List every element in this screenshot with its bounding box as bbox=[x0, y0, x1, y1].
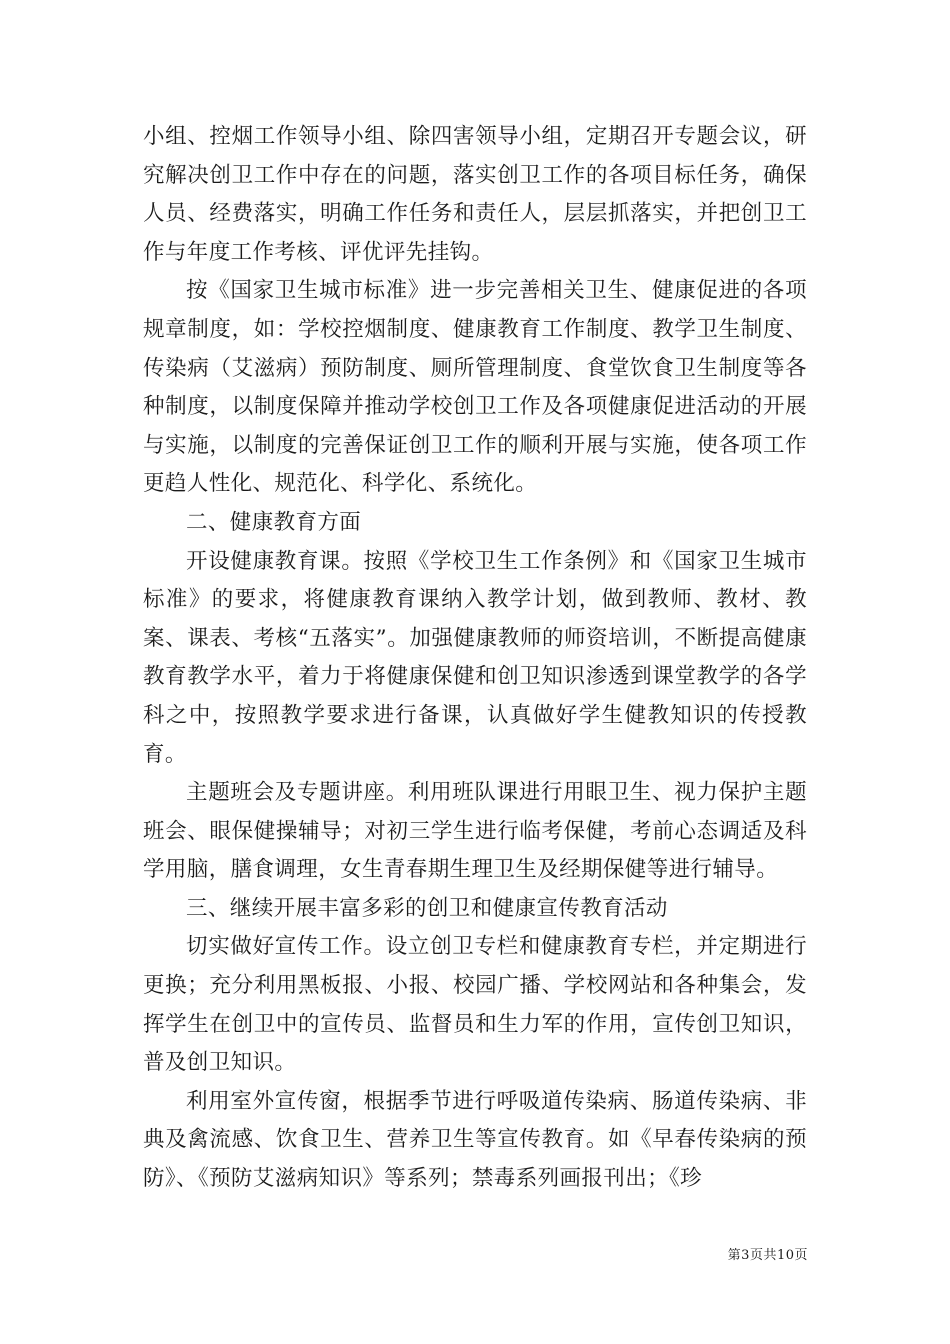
section-heading-publicity-activities: 三、继续开展丰富多彩的创卫和健康宣传教育活动 bbox=[186, 895, 668, 921]
paragraph-1: 小组、控烟工作领导小组、除四害领导小组，定期召开专题会议，研究解决创卫工作中存在的问题，落实创卫工作的各项目标任务，确保人员、经费落实，明确工作任务和责任人，层层抓落实，并把创卫工作与年度工作考核、评优评先挂钩。 bbox=[143, 124, 807, 265]
paragraph-2: 按《国家卫生城市标准》进一步完善相关卫生、健康促进的各项规章制度，如：学校控烟制度、健康教育工作制度、教学卫生制度、传染病（艾滋病）预防制度、厕所管理制度、食堂饮食卫生制度等各种制度，以制度保障并推动学校创卫工作及各项健康促进活动的开展与实施，以制度的完善保证创卫工作的顺利开展与实施，使各项工作更趋人性化、规范化、科学化、系统化。 bbox=[143, 278, 807, 497]
paragraph-4: 主题班会及专题讲座。利用班队课进行用眼卫生、视力保护主题班会、眼保健操辅导；对初三学生进行临考保健，考前心态调适及科学用脑，膳食调理，女生青春期生理卫生及经期保健等进行辅导。 bbox=[143, 780, 807, 883]
section-heading-health-education: 二、健康教育方面 bbox=[186, 509, 362, 535]
paragraph-3: 开设健康教育课。按照《学校卫生工作条例》和《国家卫生城市标准》的要求，将健康教育课纳入教学计划，做到教师、教材、教案、课表、考核“五落实”。加强健康教师的师资培训，不断提高健康教育教学水平，着力于将健康保健和创卫知识渗透到课堂教学的各学科之中，按照教学要求进行备课，认真做好学生健教知识的传授教育。 bbox=[143, 548, 807, 767]
page-number: 第3页共10页 bbox=[727, 1248, 808, 1263]
paragraph-5: 切实做好宣传工作。设立创卫专栏和健康教育专栏，并定期进行更换；充分利用黑板报、小报、校园广播、学校网站和各种集会，发挥学生在创卫中的宣传员、监督员和生力军的作用，宣传创卫知识，普及创卫知识。 bbox=[143, 934, 807, 1076]
document-body bbox=[143, 118, 807, 1199]
paragraph-6: 利用室外宣传窗，根据季节进行呼吸道传染病、肠道传染病、非典及禽流感、饮食卫生、营养卫生等宣传教育。如《早春传染病的预防》、《预防艾滋病知识》等系列；禁毒系列画报刊出；《珍 bbox=[143, 1088, 807, 1192]
